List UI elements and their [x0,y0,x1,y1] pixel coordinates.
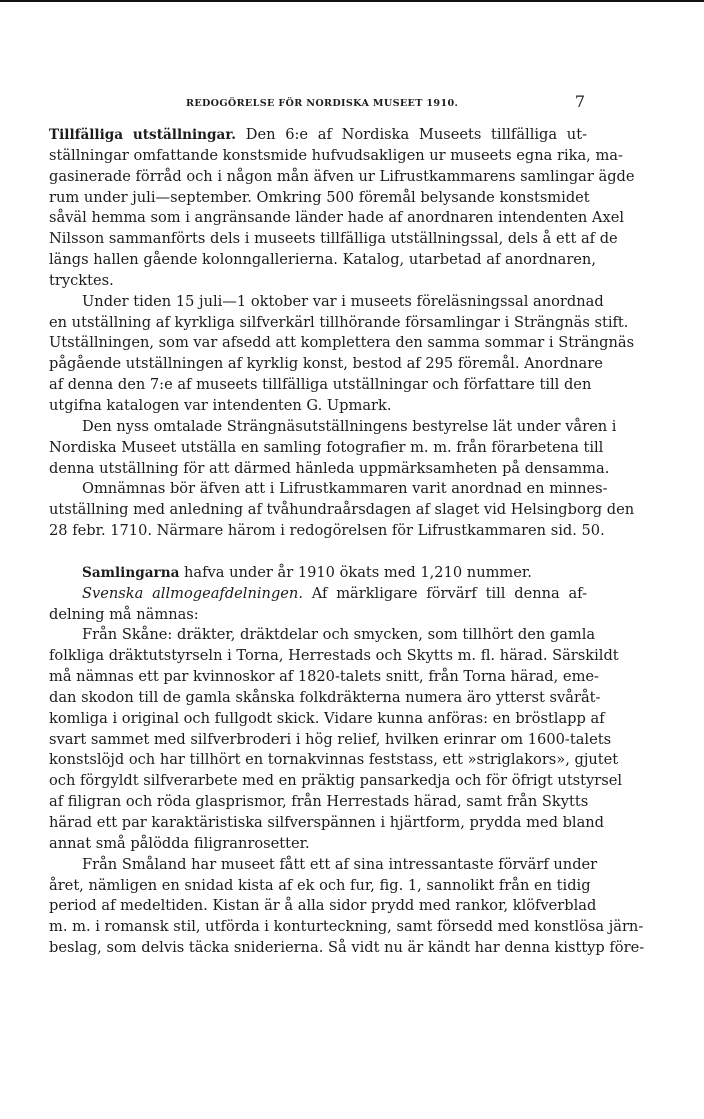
text-line [49,521,605,542]
text-line [49,396,587,417]
paragraph [49,584,587,626]
paragraph [49,855,645,959]
line-text: Från Småland har museet fått ett af sina intressantaste förvärf under [82,855,598,873]
text-line [49,459,610,480]
text-line [49,500,635,521]
section-heading: Svenska allmogeafdelningen. [82,584,303,602]
text-line [49,292,604,313]
text-line [49,771,623,792]
text-line [49,271,587,292]
line-text: året, nämligen en snidad kista af ek och fur, fig. 1, sannolikt från en tidig [49,876,591,894]
line-text: Från Skåne: dräkter, dräktdelar och smycken, som tillhört den gamla [82,626,596,644]
line-text: konstslöjd och har tillhört en tornakvinnas feststass, ett »striglakors», gjutet [49,751,619,769]
line-text: Utställningen, som var afsedd att komplettera den samma sommar i Strängnäs [49,334,635,352]
running-head [49,92,587,114]
paragraph-heading: Samlingarna [82,564,180,581]
text-line [49,333,635,354]
line-text: gasinerade förråd och i någon mån äfven ur Lifrustkammarens samlingar ägde [49,167,635,185]
line-text: en utställning af kyrkliga silfverkärl tillhörande församlingar i Strängnäs stift. [49,313,629,331]
line-text: pågående utställningen af kyrklig konst, bestod af 295 föremål. Anordnare [49,355,603,373]
line-text: trycktes. [49,271,114,289]
top-edge-rule [0,0,704,2]
paragraph-heading: Tillfälliga utställningar. [49,127,237,143]
text-line [49,855,598,876]
text-line [49,938,645,959]
line-text: utgifna katalogen var intendenten G. Upmark. [49,396,392,414]
text-line [49,146,623,167]
paragraph [49,563,587,584]
line-text: Omnämnas bör äfven att i Lifrustkammaren varit anordnad en minnes- [82,480,608,498]
text-line [49,229,618,250]
text-line [49,709,605,730]
line-text: af filigran och röda glasprismor, från Herrestads härad, samt från Skytts [49,793,589,811]
text-line [49,354,603,375]
line-text: längs hallen gående kolonngallerierna. Katalog, utarbetad af anordnaren, [49,251,596,269]
line-text: m. m. i romansk stil, utförda i konturteckning, samt försedd med konstlösa järn- [49,918,644,936]
line-text: dan skodon till de gamla skånska folkdräkterna numera äro ytterst svåråt- [49,688,601,706]
line-text: beslag, som delvis täcka sniderierna. Så vidt nu är kändt har denna kisttyp före- [49,939,645,957]
line-text: svart sammet med silfverbroderi i hög relief, hvilken erinrar om 1600-talets [49,730,612,748]
line-text: Den nyss omtalade Strängnäsutställningens bestyrelse lät under våren i [82,417,617,435]
text-line [49,584,587,605]
text-line [49,792,587,813]
text-line [49,208,625,229]
line-text: Den 6:e af Nordiska Museets tillfälliga ut- [236,126,587,143]
line-text: folkliga dräktutstyrseln i Torna, Herrestads och Skytts m. fl. härad. Särskildt [49,647,619,665]
line-text: såväl hemma som i angränsande länder hade af anordnaren intendenten Axel [49,209,625,227]
text-line [49,375,592,396]
text-line [49,313,629,334]
text-line [49,188,590,209]
line-text: ställningar omfattande konstsmide hufvudsakligen ur museets egna rika, ma- [49,146,623,164]
line-text: rum under juli—september. Omkring 500 föremål belysande konstsmidet [49,188,590,206]
paragraph [49,125,635,292]
line-text: och förgyldt silfverarbete med en präktig pansarkedja och för öfrigt utstyrsel [49,772,623,790]
text-line [49,625,596,646]
paragraph [49,292,635,417]
line-text: Under tiden 15 juli—1 oktober var i museets föreläsningssal anordnad [82,292,604,310]
text-line [49,834,587,855]
text-line [49,563,587,584]
text-line [49,730,612,751]
text-line [49,688,601,709]
line-text: af denna den 7:e af museets tillfälliga utställningar och författare till den [49,376,592,394]
page-body [49,125,645,959]
line-text: annat små pålödda filigranrosetter. [49,834,310,852]
text-line [49,605,587,626]
text-line [49,438,604,459]
line-text: Nilsson sammanförts dels i museets tillfälliga utställningssal, dels å ett af de [49,230,618,248]
paragraph [49,417,617,480]
text-line [49,417,617,438]
text-line [49,479,608,500]
line-text: hafva under år 1910 ökats med 1,210 nummer. [179,563,532,581]
line-text: härad ett par karaktäristiska silfverspännen i hjärtform, prydda med bland [49,814,605,831]
text-line [49,876,591,897]
text-line [49,813,605,834]
text-line [49,167,635,188]
text-line [49,667,599,688]
text-line [49,125,587,146]
line-text: Af märkligare förvärf till denna af- [302,584,587,602]
text-line [49,646,619,667]
line-text: Nordiska Museet utställa en samling fotografier m. m. från förarbetena till [49,438,604,456]
text-line [49,896,597,917]
paragraph [49,479,635,542]
line-text: må nämnas ett par kvinnoskor af 1820-talets snitt, från Torna härad, eme- [49,668,599,686]
paragraph [49,625,623,854]
line-text: period af medeltiden. Kistan är å alla sidor prydd med rankor, klöfverblad [49,897,597,915]
text-line [49,750,619,771]
text-line [49,250,596,271]
page-number: 7 [574,92,585,111]
text-line [49,917,644,938]
line-text: 28 febr. 1710. Närmare härom i redogörelsen för Lifrustkammaren sid. 50. [49,522,605,540]
running-head-title: REDOGÖRELSE FÖR NORDISKA MUSEET 1910. [186,98,459,109]
line-text: delning må nämnas: [49,605,199,623]
section-gap [49,542,587,563]
line-text: denna utställning för att därmed hänleda uppmärksamheten på densamma. [49,459,610,477]
line-text: utställning med anledning af tvåhundraårsdagen af slaget vid Helsingborg den [49,501,635,519]
line-text: komliga i original och fullgodt skick. Vidare kunna anföras: en bröstlapp af [49,709,605,727]
